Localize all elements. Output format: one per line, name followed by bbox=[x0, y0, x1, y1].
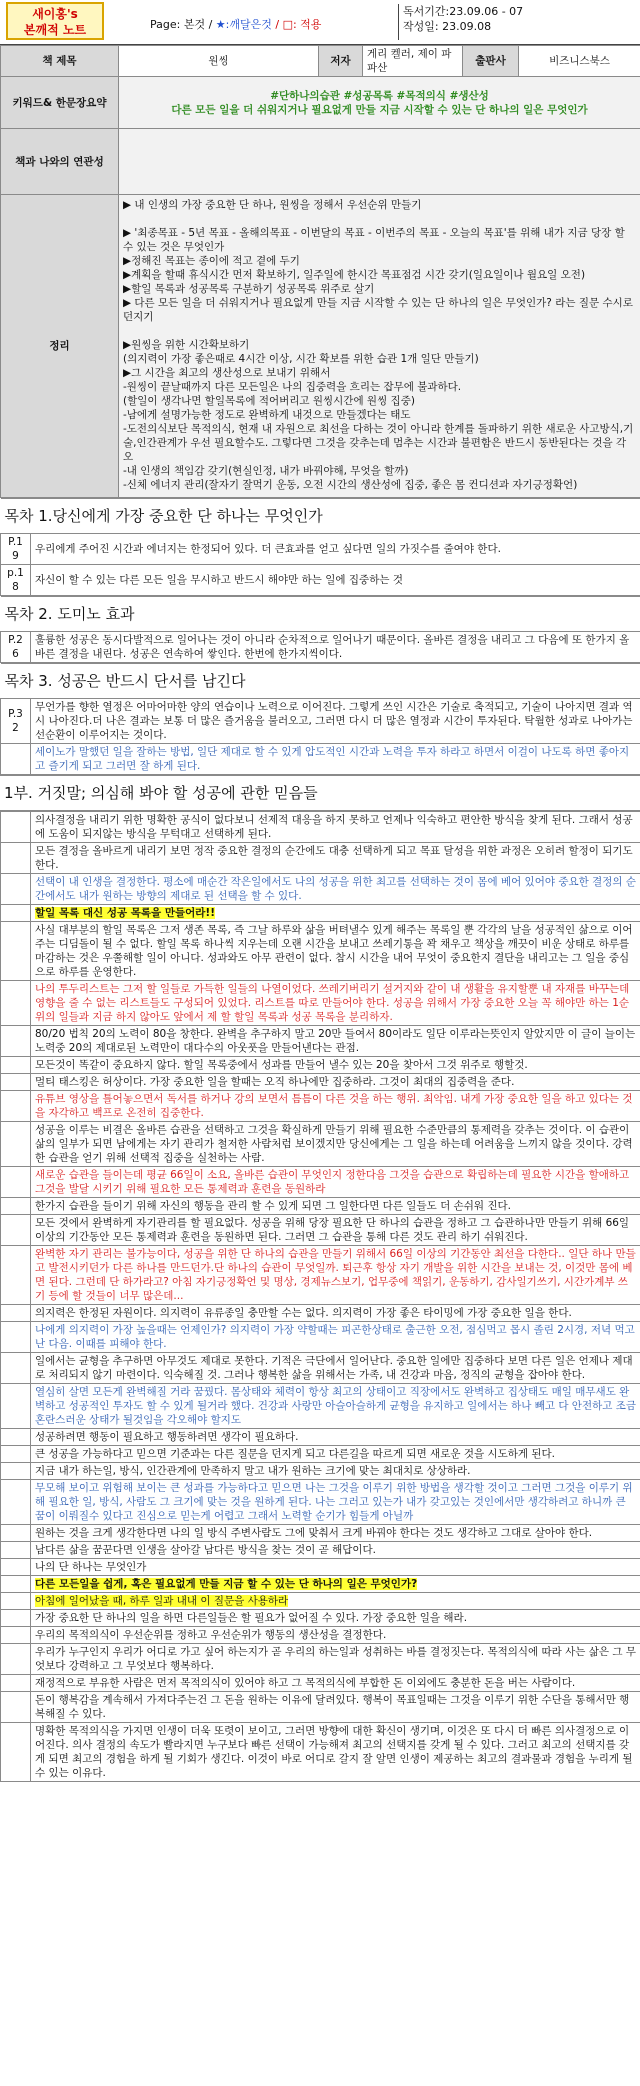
part1-row bbox=[31, 1480, 640, 1525]
part1-row bbox=[31, 1198, 640, 1215]
note-text: 성공하려면 행동이 필요하고 행동하려면 생각이 필요하다. bbox=[35, 1431, 299, 1443]
chapter-heading: 목차 1.당신에게 가장 중요한 단 하나는 무엇인가 bbox=[1, 499, 640, 534]
empty-cell bbox=[1, 1446, 31, 1463]
keywords-cell bbox=[119, 77, 640, 129]
chapter-heading: 목차 3. 성공은 반드시 단서를 남긴다 bbox=[1, 664, 640, 699]
note-line bbox=[123, 212, 636, 226]
empty-cell bbox=[1, 812, 31, 843]
part1-row bbox=[31, 874, 640, 905]
note-line bbox=[123, 324, 636, 338]
part1-row bbox=[31, 1610, 640, 1627]
empty-cell bbox=[1, 1353, 31, 1384]
empty-cell bbox=[1, 1026, 31, 1057]
empty-cell bbox=[1, 744, 31, 775]
part1-row bbox=[31, 1353, 640, 1384]
logo-line1: 새이홍's bbox=[32, 7, 78, 21]
note-text: 나의 단 하나는 무엇인가 bbox=[35, 1561, 147, 1573]
note-line: (의지력이 가장 좋은때로 4시간 이상, 시간 확보를 위한 습관 1개 일단 만들기) bbox=[123, 353, 479, 365]
part1-heading: 1부. 거짓말; 의심해 봐야 할 성공에 관한 믿음들 bbox=[0, 776, 640, 811]
quote-text: 우리에게 주어진 시간과 에너지는 한정되어 있다. 더 큰효과를 얻고 싶다면 일의 가짓수를 줄여야 한다. bbox=[35, 543, 501, 555]
logo-line2: 본깨적 노트 bbox=[23, 23, 87, 37]
note-text: 선택이 내 인생을 결정한다. 평소에 매순간 작은일에서도 나의 성공을 위한 최고를 선택하는 것이 몸에 베어 있어야 중요한 결정의 순간에서도 내가 원하는 방향의 제대로 된 선택을 할 수 있다. bbox=[35, 876, 636, 902]
book-publisher: 비즈니스북스 bbox=[519, 46, 640, 77]
one-line-summary: 다른 모든 일을 더 쉬워지거나 필요없게 만들 지금 시작할 수 있는 단 하나의 일은 무엇인가 bbox=[171, 103, 588, 116]
part1-row bbox=[31, 843, 640, 874]
part1-row bbox=[31, 1057, 640, 1074]
notes-label: 정리 bbox=[1, 195, 119, 498]
note-text: 의사결정을 내리기 위한 명확한 공식이 없다보니 선제적 대응을 하지 못하고 언제나 익숙하고 편안한 방식을 찾게 된다. 그래서 성공에 도움이 되지않는 방식을 무턱대고 선택하게 된다. bbox=[35, 814, 633, 840]
empty-cell bbox=[1, 843, 31, 874]
header-dates bbox=[398, 4, 523, 40]
part1-row bbox=[31, 1593, 640, 1610]
note-line: ▶원씽을 위한 시간확보하기 bbox=[123, 339, 250, 351]
empty-cell bbox=[1, 1610, 31, 1627]
part1-row bbox=[31, 1542, 640, 1559]
note-line: (할일이 생각나면 할일목록에 적어버리고 원씽시간에 원씽 집중) bbox=[123, 395, 415, 407]
note-text: 성공을 이루는 비결은 올바른 습관을 선택하고 그것을 확실하게 만들기 위해 필요한 수준만큼의 통제력을 갖추는 것이다. 이 습관이 삶의 일부가 되면 남에게는 자기 관리가 철저한 사람처럼 보이겠지만 당신에게는 그 일을 하는데 어려움을 느끼지 않을 것이다. 강력한 습관을 얻기 위해 선택적 집중을 실천하는 사람. bbox=[35, 1124, 633, 1164]
note-text: 80/20 법칙 20의 노력이 80을 창한다. 완벽을 추구하지 말고 20만 들여서 80이라도 일단 이루라는뜻인지 알았지만 이 글이 늘이는 노력중 20의 제대로된 노력만이 대다수의 아웃풋을 만들어낸다는 관점. bbox=[35, 1028, 636, 1054]
page-number: P.32 bbox=[1, 699, 31, 744]
empty-cell bbox=[1, 1593, 31, 1610]
page-legend-label: Page: 본것 / bbox=[150, 18, 213, 31]
empty-cell bbox=[1, 981, 31, 1026]
note-text: 원하는 것을 크게 생각한다면 나의 일 방식 주변사람도 그에 맞춰서 크게 바꿔야 한다는 것도 생각하고 그대로 살아야 한다. bbox=[35, 1527, 593, 1539]
note-text: 재정적으로 부유한 사람은 먼저 목적의식이 있어야 하고 그 목적의식에 부합한 돈 이외에도 충분한 돈을 버는 사람이다. bbox=[35, 1677, 576, 1689]
note-text: 한가지 습관을 들이기 위해 자신의 행동을 관리 할 수 있게 되면 그 일한다면 다른 일들도 더 손쉬워 진다. bbox=[35, 1200, 511, 1212]
note-logo bbox=[6, 2, 104, 40]
part1-row bbox=[31, 1246, 640, 1305]
note-line: -내 인생의 책임감 갖기(현실인정, 내가 바꿔야해, 무엇을 할까) bbox=[123, 465, 409, 477]
note-line: -신체 에너지 관리(잘자기 잘먹기 운동, 오전 시간의 생산성에 집중, 좋은 몸 컨디션과 자기긍정확언) bbox=[123, 479, 578, 491]
note-line: ▶ 다른 모든 일을 더 쉬워지거나 필요없게 만들 지금 시작할 수 있는 단 하나의 일은 무엇인가? 라는 질문 수시로 던지기 bbox=[123, 297, 633, 323]
note-text: 가장 중요한 단 하나의 일을 하면 다른일들은 할 필요가 없어질 수 있다. 가장 중요한 일을 해라. bbox=[35, 1612, 468, 1624]
part1-row bbox=[31, 1305, 640, 1322]
part1-row bbox=[31, 1429, 640, 1446]
keywords: #단하나의습관 #성공목록 #목적의식 #생산성 bbox=[270, 89, 489, 102]
part1-row bbox=[31, 1384, 640, 1429]
note-text: 모든 것에서 완벽하게 자기관리를 할 필요없다. 성공을 위해 당장 필요한 단 하나의 습관을 정하고 그 습관하나만 만들기 위해 66일 이상의 기간동안 모든 통제력과 훈련을 동원하면 된다. 그러면 그 습관을 통해 다른 것도 관리 하기 쉬워진다. bbox=[35, 1217, 630, 1243]
note-text: 남다른 삶을 꿈꾼다면 인생을 살아갈 남다른 방식을 찾는 것이 곧 해답이다. bbox=[35, 1544, 377, 1556]
note-line: ▶계획을 할때 휴식시간 먼저 확보하기, 일주일에 한시간 목표점검 시간 갖기(일요일이나 월요일 오전) bbox=[123, 269, 586, 281]
note-line: -남에게 설명가능한 정도로 완벽하게 내것으로 만들겠다는 태도 bbox=[123, 409, 411, 421]
note-text: 지금 내가 하는일, 방식, 인간관계에 만족하지 말고 내가 원하는 크기에 맞는 최대치로 상상하라. bbox=[35, 1465, 471, 1477]
book-title: 원씽 bbox=[119, 46, 319, 77]
page-number: p.18 bbox=[1, 565, 31, 596]
empty-cell bbox=[1, 1074, 31, 1091]
note-text: 큰 성공을 가능하다고 믿으면 기준과는 다른 질문을 던지게 되고 다른길을 따르게 되면 새로운 것을 시도하게 된다. bbox=[35, 1448, 555, 1460]
note-text: 사실 대부분의 할일 목록은 그저 생존 목록, 즉 그날 하루와 삶을 버텨낼수 있게 해주는 목록일 뿐 각각의 날을 성공적인 삶으로 이어주는 디딤돌이 될 수 없다. 할일 목록 하나씩 지우는데 오랜 시간을 보내고 쓰레기통을 꽉 채우고 책상을 깨끗이 비운 상태로 하루를 마감하는 것은 우쭐해할 일이 아니다. 성과와도 아무 관련이 없다. 참시 시간을 내어 무엇이 중요한지 결단을 내리고는 그 일을 중심으로 하루를 운영한다. bbox=[35, 924, 633, 978]
part1-row bbox=[31, 981, 640, 1026]
empty-cell bbox=[1, 1675, 31, 1692]
part1-row bbox=[31, 1723, 640, 1782]
empty-cell bbox=[1, 1463, 31, 1480]
empty-cell bbox=[1, 1122, 31, 1167]
empty-cell bbox=[1, 1542, 31, 1559]
note-text: 다른 모든일을 쉽게, 혹은 필요없게 만들 지금 할 수 있는 단 하나의 일은 무엇인가? bbox=[35, 1578, 418, 1590]
page-legend bbox=[150, 16, 321, 32]
chapter-table bbox=[0, 663, 640, 775]
note-text: 우리의 목적의식이 우선순위를 정하고 우선순위가 행동의 생산성을 결정한다. bbox=[35, 1629, 387, 1641]
part1-row bbox=[31, 1215, 640, 1246]
chapter-sections bbox=[0, 498, 640, 775]
keywords-label: 키워드& 한문장요약 bbox=[1, 77, 119, 129]
relation-label: 책과 나와의 연관성 bbox=[1, 129, 119, 195]
note-line: ▶할일 목록과 성공목록 구분하기 성공목록 위주로 살기 bbox=[123, 283, 375, 295]
note-line: -원씽이 끝날때까지 다른 모든일은 나의 집중력을 흐리는 잡무에 불과하다. bbox=[123, 381, 462, 393]
note-text: 의지력은 한정된 자원이다. 의지력이 유류종일 충만할 수는 없다. 의지력이 가장 좋은 타이밍에 가장 중요한 일을 한다. bbox=[35, 1307, 572, 1319]
empty-cell bbox=[1, 1723, 31, 1782]
note-text: 열심히 살면 모든게 완벽해질 거라 꿈꿨다. 몸상태와 체력이 항상 최고의 상태이고 직장에서도 완벽하고 집상태도 매일 매무새도 완벽하고 성공적인 투자도 할 수 있게 될거라 했다. 건강과 사랑만 아슬아슬하게 균형을 유지하고 일에서는 하나 빼고 다 안전하고 조금 혼란스러운 상태가 될것임을 각오해야 할지도 bbox=[35, 1386, 636, 1426]
part1-notes bbox=[0, 811, 640, 1782]
empty-cell bbox=[1, 1429, 31, 1446]
quote-cell bbox=[31, 565, 640, 596]
page-legend-box: / □: 적용 bbox=[275, 18, 322, 31]
part1-row bbox=[31, 1091, 640, 1122]
empty-cell bbox=[1, 1627, 31, 1644]
part1-row bbox=[31, 1463, 640, 1480]
quote-text: 훌륭한 성공은 동시다발적으로 일어나는 것이 아니라 순차적으로 일어나기 때문이다. 올바른 결정을 내리고 그 다음에 또 한가지 올바른 결정을 내린다. 성공은 연속하여 쌓인다. 한번에 한가지씩이다. bbox=[35, 634, 630, 660]
part1-row bbox=[31, 1322, 640, 1353]
note-text: 모든것이 똑같이 중요하지 않다. 할일 목록중에서 성과를 만들어 낼수 있는 20을 찾아서 그것 위주로 행할것. bbox=[35, 1059, 528, 1071]
note-text: 나의 투두리스트는 그저 할 일들로 가득한 일들의 나열이었다. 쓰레기버리기 설거지와 같이 내 생활을 유지할뿐 내 자재를 바꾸는데 영향을 줄 수 없는 리스트들도 구성되어 있었다. 리스트를 따로 만들어야 한다. 성공을 위해서 가장 중요한 오늘 꼭 해야만 하는 1순위의 일들과 지금 하지 않아도 앞에서 제 할 할일 목록과 성공 목록을 분리하자. bbox=[35, 983, 630, 1023]
note-header bbox=[0, 0, 640, 45]
empty-cell bbox=[1, 1559, 31, 1576]
empty-cell bbox=[1, 922, 31, 981]
note-line: ▶ 내 인생의 가장 중요한 단 하나, 원씽을 정해서 우선순위 만들기 bbox=[123, 199, 422, 211]
empty-cell bbox=[1, 874, 31, 905]
part1-row bbox=[31, 905, 640, 922]
quote-cell bbox=[31, 632, 640, 663]
note-line: -도전의식보단 목적의식, 현재 내 자원으로 최선을 다하는 것이 아니라 한계를 돌파하기 위한 새로운 사고방식,기술,인간관계가 우선 필요할수도. 그렇다면 그것을 갖추는데 멈추는 시간과 불편함은 반드시 동반된다는 것을 각오 bbox=[123, 423, 634, 463]
part1-row bbox=[31, 922, 640, 981]
note-text: 완벽한 자기 관리는 불가능이다, 성공을 위한 단 하나의 습관을 만들기 위해서 66일 이상의 기간동안 최선을 다한다.. 일단 하나 만들고 발전시키던가 다른 하나를 만드던가.단 하나의 습관이 무엇일까. 퇴근후 항상 자기 개발을 위한 시간을 보내는 것, 이것만 몸에 베면 된다. 그런데 단 하가라고? 아침 자기긍정확언 및 명상, 경제뉴스보기, 업무중에 책읽기, 운동하기, 감사일기쓰기, 시간가계부 쓰기 등에 할 것들이 너무 많은데... bbox=[35, 1248, 636, 1302]
notes-cell bbox=[119, 195, 640, 498]
part1-row bbox=[31, 1525, 640, 1542]
quote-cell bbox=[31, 699, 640, 744]
note-text: 멀티 태스킹은 허상이다. 가장 중요한 일을 할때는 오직 하나에만 집중하라. 그것이 최대의 집중력을 준다. bbox=[35, 1076, 515, 1088]
part1-row bbox=[31, 1559, 640, 1576]
note-text: 새로운 습관을 들이는데 평균 66일이 소요, 올바른 습관이 무엇인지 정한다음 그것을 습관으로 확립하는데 필요한 시간을 할애하고 그것을 발달 시키기 위해 필요한 모든 통제력과 훈련을 동원하라 bbox=[35, 1169, 630, 1195]
quote-cell bbox=[31, 534, 640, 565]
insight-text: 세이노가 말했던 일을 잘하는 방법, 일단 제대로 할 수 있게 압도적인 시간과 노력을 투자 하라고 하면서 이걸이 나도록 하면 좋아지고 즐기게 되고 그러면 잘 하게 된다. bbox=[31, 744, 640, 775]
note-line: ▶정해진 목표는 종이에 적고 곁에 두기 bbox=[123, 255, 300, 267]
empty-cell bbox=[1, 1057, 31, 1074]
part1-row bbox=[31, 812, 640, 843]
part1-row bbox=[31, 1675, 640, 1692]
empty-cell bbox=[1, 1384, 31, 1429]
empty-cell bbox=[1, 1246, 31, 1305]
empty-cell bbox=[1, 1215, 31, 1246]
quote-text: 자신이 할 수 있는 다른 모든 일을 무시하고 반드시 해야만 하는 일에 집중하는 것 bbox=[35, 574, 403, 586]
part1-row bbox=[31, 1644, 640, 1675]
part1-row bbox=[31, 1692, 640, 1723]
quote-text: 무언가를 향한 열정은 어마어마한 양의 연습이나 노력으로 이어진다. 그렇게 쓰인 시간은 기술로 축적되고, 기술이 나아지면 결과 역시 나아진다.더 나은 결과는 보통 더 많은 즐거움을 불러오고, 그러면 다시 더 많은 열정과 시간이 투자된다. 탁월한 성과로 나아가는 선순환이 이루어지는 것이다. bbox=[35, 701, 633, 741]
empty-cell bbox=[1, 1305, 31, 1322]
title-label: 책 제목 bbox=[1, 46, 119, 77]
part1-row bbox=[31, 1122, 640, 1167]
part1-row bbox=[31, 1026, 640, 1057]
empty-cell bbox=[1, 1167, 31, 1198]
empty-cell bbox=[1, 1198, 31, 1215]
note-text: 유튜브 영상을 틀어놓으면서 독서를 하거나 강의 보면서 틈틈이 다른 것을 하는 행위. 최악임. 내게 가장 중요한 일을 하고 있다는 것을 자각하고 백프로 온전히 집중한다. bbox=[35, 1093, 633, 1119]
note-text: 아침에 일어났을 때, 하루 일과 내내 이 질문을 사용하라 bbox=[35, 1595, 289, 1607]
chapter-table bbox=[0, 498, 640, 596]
publisher-label: 출판사 bbox=[463, 46, 519, 77]
written-date: 작성일: 23.09.08 bbox=[403, 20, 492, 33]
empty-cell bbox=[1, 1692, 31, 1723]
chapter-heading: 목차 2. 도미노 효과 bbox=[1, 597, 640, 632]
note-text: 모든 결정을 올바르게 내리기 보면 정작 중요한 결정의 순간에도 대충 선택하게 되고 목표 달성을 위한 과정은 오히려 할정이 되기도 한다. bbox=[35, 845, 633, 871]
note-line: ▶그 시간을 최고의 생산성으로 보내기 위해서 bbox=[123, 367, 331, 379]
author-label: 저자 bbox=[319, 46, 363, 77]
part1-row bbox=[31, 1074, 640, 1091]
note-text: 할일 목록 대신 성공 목록을 만들어라!! bbox=[35, 907, 215, 919]
empty-cell bbox=[1, 1576, 31, 1593]
part1-row bbox=[31, 1167, 640, 1198]
empty-cell bbox=[1, 1644, 31, 1675]
part1-row bbox=[31, 1627, 640, 1644]
note-text: 무모해 보이고 위험해 보이는 큰 성과를 가능하다고 믿으면 나는 그것을 이루기 위한 방법을 생각할 것이고 그러면 그것을 이루기 위해 필요한 일, 방식, 사람도 그 크기에 맞는 것을 원하게 된다. 나는 그러고 있는가 내가 갖고있는 것인에서만 생각하려고 하니까 큰 꿈이 이뤄질수 있다고 진심으로 믿는게 어렵고 그래서 노력할 순기가 힘들게 아닐까 bbox=[35, 1482, 633, 1522]
note-text: 일에서는 균형을 추구하면 아무것도 제대로 못한다. 기적은 극단에서 일어난다. 중요한 일에만 집중하다 보면 다른 일은 언제나 제대로 처리되지 않기 마련이다. 익숙해질 것. 그러나 행복한 삶을 위해서는 가족, 내 건강과 마음, 정직의 균형을 잡아야 한다. bbox=[35, 1355, 633, 1381]
empty-cell bbox=[1, 1525, 31, 1542]
note-text: 명확한 목적의식을 가지면 인생이 더욱 또렷이 보이고, 그러면 방향에 대한 확신이 생기며, 이것은 또 다시 더 빠른 의사결정으로 이어진다. 의사 결정의 속도가 빨라지면 누구보다 빠른 선택이 가능해져 최고의 선택지를 갖게 될 수 있다. 그러고 최고의 선택지를 갖게 되면 최고의 경험을 하게 될 기회가 생긴다. 이것이 바로 어디로 갈지 잘 알면 인생이 제공하는 최고의 결과물과 경험을 누리게 될 수 있는 이유다. bbox=[35, 1725, 633, 1779]
relation-cell bbox=[119, 129, 640, 195]
part1-row bbox=[31, 1576, 640, 1593]
part1-table bbox=[0, 775, 640, 811]
page-number: P.26 bbox=[1, 632, 31, 663]
note-line: ▶ '최종목표 - 5년 목표 - 올해의목표 - 이번달의 목표 - 이번주의 목표 - 오늘의 목표'를 위해 내가 지금 당장 할 수 있는 것은 무엇인가 bbox=[123, 227, 625, 253]
chapter-table bbox=[0, 596, 640, 663]
empty-cell bbox=[1, 1322, 31, 1353]
empty-cell bbox=[1, 1480, 31, 1525]
book-author: 게리 켈러, 제이 파파산 bbox=[363, 46, 463, 77]
read-period: 독서기간:23.09.06 - 07 bbox=[403, 5, 524, 18]
note-text: 돈이 행복감을 계속해서 가져다주는건 그 돈을 원하는 이유에 달려있다. 행복이 목표일때는 그것을 이루기 위한 수단을 통해서만 행복해질 수 있다. bbox=[35, 1694, 630, 1720]
page-number: P.19 bbox=[1, 534, 31, 565]
note-text: 우리가 누구인지 우리가 어디로 가고 싶어 하는지가 곧 우리의 하는일과 성취하는 바를 결정짓는다. 목적의식에 따라 사는 삶은 그 무엇보다 강력하고 그 무엇보다 행복하다. bbox=[35, 1646, 636, 1672]
empty-cell bbox=[1, 1091, 31, 1122]
book-info-table bbox=[0, 45, 640, 498]
page-legend-star: ★:깨달은것 bbox=[215, 18, 272, 31]
note-text: 나에게 의지력이 가장 높을때는 언제인가? 의지력이 가장 약할때는 피곤한상태로 출근한 오전, 점심먹고 몹시 졸린 2시경, 저녁 먹고 난 다음. 이때를 피해야 한다. bbox=[35, 1324, 635, 1350]
empty-cell bbox=[1, 905, 31, 922]
part1-row bbox=[31, 1446, 640, 1463]
